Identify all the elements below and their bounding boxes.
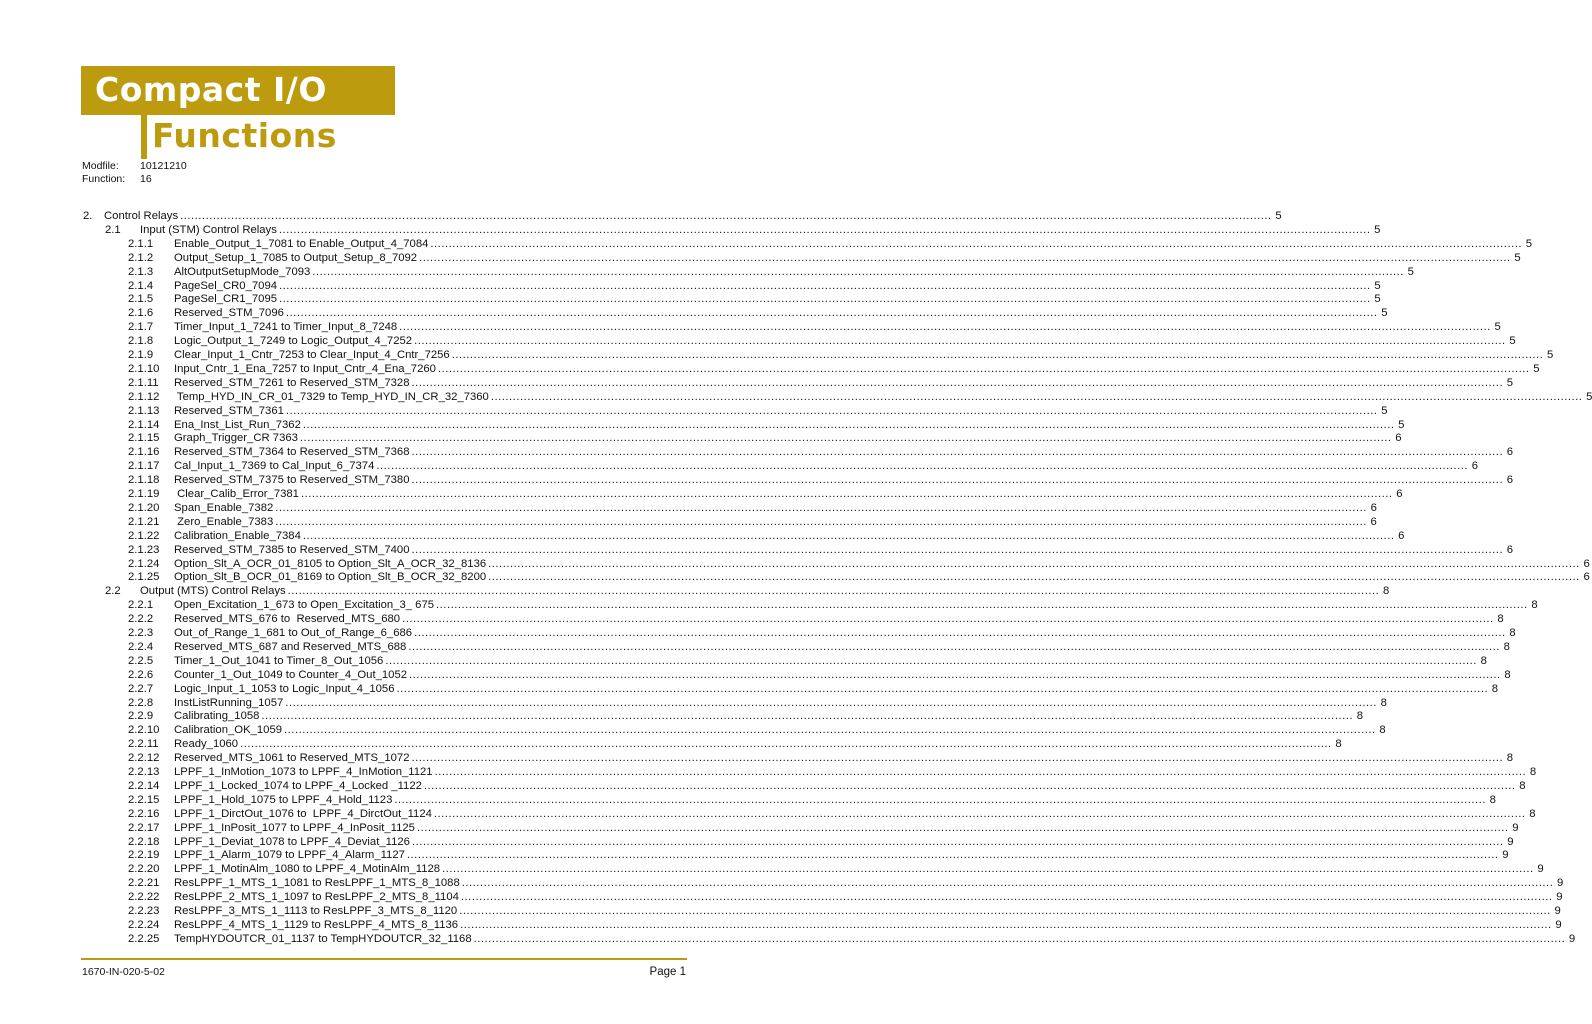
- toc-entry-number: 2.1.13: [128, 404, 160, 417]
- toc-entry-page: 5: [1509, 335, 1516, 348]
- toc-entry-title: ResLPPF_2_MTS_1_1097 to ResLPPF_2_MTS_8_1104: [174, 891, 459, 904]
- toc-entry-page: 8: [1504, 668, 1511, 681]
- modfile-label: Modfile:: [82, 160, 119, 172]
- toc-entry-page: 8: [1356, 710, 1364, 723]
- toc-entry-number: 2.2.9: [128, 710, 154, 723]
- toc-entry-title: Ena_Inst_List_Run_7362: [174, 418, 301, 431]
- toc-entry-title: PageSel_CR0_7094: [174, 279, 278, 292]
- toc-entry-title: LPPF_1_MotinAlm_1080 to LPPF_4_MotinAlm_1128: [174, 863, 441, 876]
- toc-entry-page: 5: [1381, 404, 1388, 417]
- toc-entry-title: Option_Slt_B_OCR_01_8169 to Option_Slt_B_OCR_32_8200: [174, 571, 487, 584]
- toc-entry[interactable]: [128, 557, 1590, 571]
- toc-entry-title: LPPF_1_Locked_1074 to LPPF_4_Locked _1122: [174, 779, 422, 792]
- toc-entry-title: Reserved_MTS_687 and Reserved_MTS_688: [174, 640, 407, 653]
- toc-entry-number: 2.2.20: [128, 863, 160, 876]
- toc-entry[interactable]: [128, 515, 1377, 529]
- footer-divider: [81, 958, 687, 960]
- toc-entry[interactable]: [128, 904, 1561, 918]
- toc-entry-page: 9: [1502, 849, 1509, 862]
- toc-entry-page: 8: [1509, 627, 1516, 639]
- toc-entry-number: 2.1.22: [128, 529, 160, 542]
- toc-entry-number: 2.2.23: [128, 905, 160, 917]
- toc-entry-page: 6: [1471, 460, 1478, 473]
- toc-entry-title: Calibrating_1058: [174, 710, 260, 723]
- toc-dot-leader: ............................................................................................................................................................................................................................................................................................................: [302, 529, 1395, 542]
- toc-entry-title: Timer_Input_1_7241 to Timer_Input_8_7248: [174, 321, 398, 334]
- toc-entry[interactable]: [128, 348, 1554, 362]
- toc-dot-leader: ............................................................................................................................................................................................................................................................................................................: [394, 793, 1486, 806]
- toc-entry[interactable]: [128, 473, 1514, 487]
- toc-entry-number: 2.1.17: [128, 460, 160, 473]
- toc-entry-page: 9: [1557, 877, 1564, 890]
- toc-dot-leader: ............................................................................................................................................................................................................................................................................................................: [459, 905, 1551, 917]
- toc-entry-page: 5: [1586, 390, 1592, 403]
- toc-entry-number: 2.1.18: [128, 474, 160, 487]
- toc-entry[interactable]: [128, 918, 1562, 932]
- toc-dot-leader: ............................................................................................................................................................................................................................................................................................................: [437, 362, 1530, 375]
- toc-entry-number: 2.1.1: [128, 237, 154, 250]
- toc-entry-page: 8: [1529, 807, 1536, 820]
- toc-entry-title: Option_Slt_A_OCR_01_8105 to Option_Slt_A_OCR_32_8136: [174, 557, 487, 570]
- function-line: [82, 173, 152, 185]
- toc-dot-leader: ............................................................................................................................................................................................................................................................................................................: [411, 752, 1504, 765]
- toc-entry-number: 2.1.20: [128, 501, 160, 514]
- toc-entry-page: 9: [1556, 891, 1563, 904]
- toc-dot-leader: ............................................................................................................................................................................................................................................................................................................: [285, 307, 1378, 320]
- toc-entry-number: 2.1.8: [128, 335, 154, 348]
- toc-entry[interactable]: [128, 251, 1521, 265]
- toc-dot-leader: ............................................................................................................................................................................................................................................................................................................: [399, 321, 1491, 334]
- toc-entry-page: 9: [1537, 863, 1544, 876]
- toc-entry-number: 2.2.4: [128, 640, 154, 653]
- toc-entry-title: Control Relays: [104, 210, 179, 222]
- toc-dot-leader: ............................................................................................................................................................................................................................................................................................................: [423, 779, 1516, 792]
- toc-dot-leader: ............................................................................................................................................................................................................................................................................................................: [302, 418, 1395, 431]
- toc-entry-page: 6: [1395, 432, 1402, 445]
- toc-dot-leader: ............................................................................................................................................................................................................................................................................................................: [285, 696, 1377, 709]
- toc-dot-leader: ............................................................................................................................................................................................................................................................................................................: [275, 501, 1367, 514]
- toc-entry-title: ResLPPF_4_MTS_1_1129 to ResLPPF_4_MTS_8_1136: [174, 918, 459, 931]
- toc-entry[interactable]: [128, 848, 1509, 862]
- toc-entry-number: 2.2.11: [128, 738, 159, 751]
- toc-dot-leader: ............................................................................................................................................................................................................................................................................................................: [490, 390, 1583, 403]
- toc-entry-title: Logic_Output_1_7249 to Logic_Output_4_7252: [174, 335, 413, 348]
- toc-entry[interactable]: [105, 584, 1390, 598]
- toc-dot-leader: ............................................................................................................................................................................................................................................................................................................: [180, 210, 1272, 222]
- toc-dot-leader: ............................................................................................................................................................................................................................................................................................................: [411, 376, 1504, 389]
- toc-entry-number: 2.1.10: [128, 362, 160, 375]
- toc-entry-number: 2.2.13: [128, 766, 160, 778]
- toc-dot-leader: ............................................................................................................................................................................................................................................................................................................: [411, 446, 1504, 459]
- toc-entry-title: Input (STM) Control Relays: [140, 223, 277, 236]
- toc-entry[interactable]: [128, 404, 1388, 418]
- toc-entry-title: Graph_Trigger_CR 7363: [174, 432, 298, 445]
- toc-dot-leader: ............................................................................................................................................................................................................................................................................................................: [430, 237, 1522, 250]
- toc-entry[interactable]: [128, 626, 1516, 640]
- toc-dot-leader: ............................................................................................................................................................................................................................................................................................................: [279, 293, 1371, 306]
- toc-entry[interactable]: [128, 779, 1526, 793]
- toc-entry[interactable]: [128, 862, 1544, 876]
- toc-entry[interactable]: [128, 334, 1516, 348]
- toc-entry-title: Reserved_STM_7375 to Reserved_STM_7380: [174, 474, 410, 487]
- toc-entry[interactable]: [128, 709, 1364, 723]
- document-title: Compact I/O: [95, 70, 327, 109]
- toc-dot-leader: ............................................................................................................................................................................................................................................................................................................: [402, 613, 1494, 626]
- toc-entry-title: Timer_1_Out_1041 to Timer_8_Out_1056: [174, 654, 384, 667]
- toc-entry-number: 2.2.19: [128, 849, 160, 862]
- toc-entry-page: 8: [1382, 585, 1390, 598]
- toc-entry-number: 2.2.12: [128, 752, 160, 765]
- toc-dot-leader: ............................................................................................................................................................................................................................................................................................................: [460, 891, 1553, 904]
- toc-dot-leader: ............................................................................................................................................................................................................................................................................................................: [419, 251, 1511, 264]
- function-value: 16: [140, 173, 152, 185]
- toc-entry[interactable]: [128, 445, 1514, 459]
- toc-entry-number: 2.1.16: [128, 446, 160, 459]
- toc-entry-title: LPPF_1_DirctOut_1076 to LPPF_4_DirctOut_1124: [174, 807, 432, 820]
- toc-entry-number: 2.2.21: [128, 877, 160, 890]
- toc-entry-number: 2.2.15: [128, 793, 160, 806]
- toc-entry-page: 5: [1494, 321, 1501, 334]
- toc-entry-number: 2.2.5: [128, 654, 154, 667]
- toc-entry[interactable]: [128, 835, 1514, 849]
- toc-entry-number: 2.1.25: [128, 571, 160, 584]
- toc-dot-leader: ............................................................................................................................................................................................................................................................................................................: [278, 223, 1371, 236]
- toc-entry-title: Reserved_MTS_676 to Reserved_MTS_680: [174, 613, 401, 626]
- toc-entry-title: Output_Setup_1_7085 to Output_Setup_8_7092: [174, 251, 418, 264]
- toc-dot-leader: ............................................................................................................................................................................................................................................................................................................: [300, 488, 1393, 500]
- toc-entry-page: 6: [1370, 501, 1377, 514]
- toc-entry-page: 9: [1507, 835, 1514, 848]
- toc-entry[interactable]: [128, 306, 1388, 320]
- toc-entry-number: 2.1.6: [128, 307, 154, 320]
- toc-entry-title: Counter_1_Out_1049 to Counter_4_Out_1052: [174, 668, 408, 681]
- toc-entry-page: 8: [1379, 724, 1386, 737]
- toc-dot-leader: ............................................................................................................................................................................................................................................................................................................: [442, 863, 1534, 876]
- toc-entry-page: 5: [1533, 362, 1540, 375]
- toc-dot-leader: ............................................................................................................................................................................................................................................................................................................: [376, 460, 1468, 473]
- toc-dot-leader: ............................................................................................................................................................................................................................................................................................................: [416, 821, 1509, 834]
- function-label: Function:: [82, 173, 126, 185]
- toc-entry[interactable]: [128, 529, 1405, 543]
- toc-dot-leader: ............................................................................................................................................................................................................................................................................................................: [287, 585, 1380, 598]
- toc-dot-leader: ............................................................................................................................................................................................................................................................................................................: [433, 807, 1526, 820]
- toc-entry[interactable]: [128, 723, 1386, 737]
- toc-entry-number: 2.1.14: [128, 418, 160, 431]
- toc-dot-leader: ............................................................................................................................................................................................................................................................................................................: [414, 335, 1506, 348]
- toc-entry-title: LPPF_1_Alarm_1079 to LPPF_4_Alarm_1127: [174, 849, 405, 862]
- toc-entry-number: 2.1.23: [128, 543, 160, 556]
- toc-entry-title: Out_of_Range_1_681 to Out_of_Range_6_686: [174, 627, 413, 639]
- document-id: 1670-IN-020-5-02: [82, 966, 165, 978]
- toc-entry-title: Temp_HYD_IN_CR_01_7329 to Temp_HYD_IN_CR_32_7360: [174, 390, 489, 403]
- toc-entry-title: Input_Cntr_1_Ena_7257 to Input_Cntr_4_Ena_7260: [174, 362, 436, 375]
- toc-entry-number: 2.1.9: [128, 349, 154, 361]
- toc-entry-page: 8: [1491, 682, 1499, 695]
- modfile-value: 10121210: [140, 160, 187, 172]
- toc-entry-page: 8: [1489, 793, 1496, 806]
- toc-entry[interactable]: [105, 223, 1381, 237]
- toc-entry-title: ResLPPF_1_MTS_1_1081 to ResLPPF_1_MTS_8_1088: [174, 877, 460, 890]
- toc-entry-number: 2.2.2: [128, 613, 154, 626]
- toc-entry-number: 2.1.2: [128, 251, 154, 264]
- toc-entry-page: 5: [1374, 279, 1381, 292]
- toc-entry-page: 6: [1506, 446, 1514, 459]
- toc-entry-page: 8: [1503, 640, 1510, 653]
- toc-entry[interactable]: [128, 654, 1487, 668]
- toc-entry[interactable]: [128, 821, 1519, 835]
- toc-dot-leader: ............................................................................................................................................................................................................................................................................................................: [460, 918, 1552, 931]
- toc-entry-page: 6: [1396, 488, 1403, 500]
- toc-entry-title: LPPF_1_Deviat_1078 to LPPF_4_Deviat_1126: [174, 835, 410, 848]
- toc-dot-leader: ............................................................................................................................................................................................................................................................................................................: [414, 627, 1506, 639]
- toc-entry[interactable]: [128, 570, 1590, 584]
- toc-entry-number: 2.1.11: [128, 376, 159, 389]
- toc-entry-title: Reserved_STM_7364 to Reserved_STM_7368: [174, 446, 410, 459]
- toc-entry-page: 6: [1506, 543, 1514, 556]
- toc-entry-page: 5: [1407, 265, 1414, 278]
- toc-entry-number: 2.1.24: [128, 557, 160, 570]
- toc-entry-page: 8: [1529, 766, 1537, 778]
- toc-entry-page: 6: [1370, 515, 1377, 528]
- toc-entry-title: Reserved_STM_7385 to Reserved_STM_7400: [174, 543, 410, 556]
- toc-dot-leader: ............................................................................................................................................................................................................................................................................................................: [385, 654, 1477, 667]
- toc-entry[interactable]: [128, 876, 1564, 890]
- toc-dot-leader: ............................................................................................................................................................................................................................................................................................................: [240, 738, 1332, 751]
- toc-entry[interactable]: [128, 390, 1592, 404]
- toc-entry-title: ResLPPF_3_MTS_1_1113 to ResLPPF_3_MTS_8_1120: [174, 905, 458, 917]
- toc-dot-leader: ............................................................................................................................................................................................................................................................................................................: [406, 849, 1499, 862]
- document-header: [81, 66, 401, 159]
- document-subtitle: Functions: [152, 116, 337, 155]
- title-banner: [81, 66, 395, 115]
- toc-entry-page: 8: [1497, 613, 1504, 626]
- toc-entry-title: Cal_Input_1_7369 to Cal_Input_6_7374: [174, 460, 375, 473]
- toc-entry[interactable]: [128, 793, 1496, 807]
- toc-entry-page: 5: [1374, 293, 1381, 306]
- toc-entry-title: Output (MTS) Control Relays: [140, 585, 286, 598]
- toc-dot-leader: ............................................................................................................................................................................................................................................................................................................: [279, 279, 1371, 292]
- toc-entry-page: 6: [1583, 571, 1590, 584]
- toc-dot-leader: ............................................................................................................................................................................................................................................................................................................: [275, 515, 1367, 528]
- toc-entry[interactable]: [128, 932, 1576, 946]
- toc-entry-page: 5: [1275, 210, 1282, 222]
- toc-entry-number: 2.1.7: [128, 321, 154, 334]
- toc-entry-number: 2.2.8: [128, 696, 154, 709]
- toc-entry-page: 6: [1583, 557, 1590, 570]
- toc-entry[interactable]: [128, 612, 1504, 626]
- toc-entry-page: 6: [1506, 474, 1514, 487]
- toc-dot-leader: ............................................................................................................................................................................................................................................................................................................: [451, 349, 1544, 361]
- toc-entry-title: AltOutputSetupMode_7093: [174, 265, 311, 278]
- toc-entry[interactable]: [128, 682, 1499, 696]
- toc-dot-leader: ............................................................................................................................................................................................................................................................................................................: [488, 557, 1580, 570]
- toc-entry[interactable]: [128, 807, 1536, 821]
- toc-entry-title: PageSel_CR1_7095: [174, 293, 278, 306]
- toc-entry-page: 5: [1525, 237, 1532, 250]
- toc-entry-title: Enable_Output_1_7081 to Enable_Output_4_7084: [174, 237, 429, 250]
- toc-dot-leader: ............................................................................................................................................................................................................................................................................................................: [285, 404, 1378, 417]
- toc-entry-title: Calibration_OK_1059: [174, 724, 283, 737]
- toc-entry[interactable]: [128, 598, 1538, 612]
- toc-entry[interactable]: [128, 292, 1381, 306]
- toc-entry-number: 2.2.6: [128, 668, 154, 681]
- subtitle-accent-bar: [141, 115, 147, 159]
- toc-dot-leader: ............................................................................................................................................................................................................................................................................................................: [284, 724, 1376, 737]
- toc-entry[interactable]: [128, 765, 1537, 779]
- toc-entry-page: 9: [1554, 905, 1561, 917]
- toc-entry[interactable]: [128, 431, 1402, 445]
- toc-entry[interactable]: [128, 487, 1403, 501]
- toc-entry-page: 9: [1568, 932, 1576, 945]
- toc-entry-number: 2.2.22: [128, 891, 160, 904]
- toc-dot-leader: ............................................................................................................................................................................................................................................................................................................: [436, 599, 1528, 612]
- toc-entry-number: 2.1.3: [128, 265, 154, 278]
- toc-dot-leader: ............................................................................................................................................................................................................................................................................................................: [411, 474, 1504, 487]
- toc-entry-page: 8: [1519, 779, 1526, 792]
- toc-entry-page: 5: [1514, 251, 1521, 264]
- toc-dot-leader: ............................................................................................................................................................................................................................................................................................................: [411, 543, 1504, 556]
- toc-entry[interactable]: [128, 376, 1514, 390]
- toc-entry-page: 8: [1335, 738, 1342, 751]
- toc-entry[interactable]: [128, 668, 1511, 682]
- toc-entry-number: 2.2.17: [128, 821, 160, 834]
- toc-entry-number: 2.2.14: [128, 779, 160, 792]
- toc-entry-number: 2.2.24: [128, 918, 160, 931]
- toc-entry[interactable]: [128, 459, 1478, 473]
- toc-dot-leader: ............................................................................................................................................................................................................................................................................................................: [312, 265, 1404, 278]
- toc-entry-title: Reserved_STM_7361: [174, 404, 284, 417]
- toc-entry[interactable]: [128, 890, 1563, 904]
- toc-entry[interactable]: [128, 418, 1405, 432]
- toc-entry[interactable]: [128, 737, 1342, 751]
- toc-dot-leader: ............................................................................................................................................................................................................................................................................................................: [488, 571, 1580, 584]
- toc-entry-title: Reserved_MTS_1061 to Reserved_MTS_1072: [174, 752, 410, 765]
- toc-entry-title: Open_Excitation_1_673 to Open_Excitation_3_ 675: [174, 599, 435, 612]
- toc-entry[interactable]: [128, 279, 1381, 293]
- toc-entry-page: 8: [1380, 696, 1387, 709]
- toc-entry-title: Calibration_Enable_7384: [174, 529, 301, 542]
- toc-entry-number: 2.2: [105, 585, 121, 598]
- toc-entry-number: 2.1.15: [128, 432, 160, 445]
- toc-entry-page: 8: [1531, 599, 1538, 612]
- toc-entry-page: 5: [1398, 418, 1405, 431]
- toc-dot-leader: ............................................................................................................................................................................................................................................................................................................: [261, 710, 1354, 723]
- toc-entry[interactable]: [83, 209, 1282, 223]
- toc-entry-title: InstListRunning_1057: [174, 696, 284, 709]
- toc-entry-title: Clear_Calib_Error_7381: [174, 488, 299, 500]
- toc-entry-title: Zero_Enable_7383: [174, 515, 274, 528]
- toc-entry-title: LPPF_1_Hold_1075 to LPPF_4_Hold_1123: [174, 793, 393, 806]
- toc-entry-page: 5: [1506, 376, 1514, 389]
- toc-dot-leader: ............................................................................................................................................................................................................................................................................................................: [434, 766, 1527, 778]
- toc-entry-page: 8: [1480, 654, 1487, 667]
- toc-entry-number: 2.1.5: [128, 293, 154, 306]
- toc-dot-leader: ............................................................................................................................................................................................................................................................................................................: [299, 432, 1392, 445]
- toc-entry-number: 2.2.7: [128, 682, 154, 695]
- toc-entry[interactable]: [128, 320, 1501, 334]
- toc-entry-page: 5: [1381, 307, 1388, 320]
- toc-entry-title: Span_Enable_7382: [174, 501, 274, 514]
- toc-entry-number: 2.1.19: [128, 488, 160, 500]
- toc-entry-page: 5: [1374, 223, 1381, 236]
- toc-entry-number: 2.1.12: [128, 390, 160, 403]
- toc-entry-title: LPPF_1_InPosit_1077 to LPPF_4_InPosit_1125: [174, 821, 415, 834]
- toc-entry-number: 2.1: [105, 223, 121, 236]
- toc-entry[interactable]: [128, 751, 1514, 765]
- toc-entry-page: 6: [1398, 529, 1405, 542]
- toc-entry-title: LPPF_1_InMotion_1073 to LPPF_4_InMotion_1121: [174, 766, 433, 778]
- toc-entry-title: Reserved_STM_7261 to Reserved_STM_7328: [174, 376, 410, 389]
- toc-entry-page: 9: [1512, 821, 1519, 834]
- toc-dot-leader: ............................................................................................................................................................................................................................................................................................................: [411, 835, 1504, 848]
- toc-entry[interactable]: [128, 501, 1377, 515]
- toc-entry-number: 2.: [83, 210, 93, 222]
- toc-entry[interactable]: [128, 265, 1414, 279]
- toc-entry[interactable]: [128, 362, 1540, 376]
- toc-dot-leader: ............................................................................................................................................................................................................................................................................................................: [409, 668, 1501, 681]
- toc-entry-title: Logic_Input_1_1053 to Logic_Input_4_1056: [174, 682, 395, 695]
- toc-entry-title: Ready_1060: [174, 738, 239, 751]
- toc-dot-leader: ............................................................................................................................................................................................................................................................................................................: [473, 932, 1566, 945]
- toc-entry-number: 2.2.18: [128, 835, 160, 848]
- toc-entry-page: 5: [1547, 349, 1554, 361]
- toc-dot-leader: ............................................................................................................................................................................................................................................................................................................: [396, 682, 1489, 695]
- toc-entry[interactable]: [128, 543, 1514, 557]
- toc-entry-number: 2.2.25: [128, 932, 160, 945]
- toc-dot-leader: ............................................................................................................................................................................................................................................................................................................: [408, 640, 1500, 653]
- toc-entry-title: Clear_Input_1_Cntr_7253 to Clear_Input_4_Cntr_7256: [174, 349, 450, 361]
- toc-entry-number: 2.1.4: [128, 279, 154, 292]
- toc-entry-number: 2.1.21: [128, 515, 160, 528]
- modfile-line: [82, 160, 187, 172]
- toc-entry[interactable]: [128, 640, 1510, 654]
- toc-entry-page: 8: [1506, 752, 1514, 765]
- toc-entry-number: 2.2.1: [128, 599, 154, 612]
- toc-entry-number: 2.2.16: [128, 807, 160, 820]
- toc-entry-number: 2.2.3: [128, 627, 154, 639]
- toc-entry[interactable]: [128, 696, 1387, 710]
- toc-entry-page: 9: [1555, 918, 1562, 931]
- toc-entry-number: 2.2.10: [128, 724, 160, 737]
- toc-entry-title: TempHYDOUTCR_01_1137 to TempHYDOUTCR_32_1168: [174, 932, 472, 945]
- toc-entry[interactable]: [128, 237, 1532, 251]
- toc-entry-title: Reserved_STM_7096: [174, 307, 284, 320]
- toc-dot-leader: ............................................................................................................................................................................................................................................................................................................: [461, 877, 1554, 890]
- page-number: Page 1: [649, 966, 686, 978]
